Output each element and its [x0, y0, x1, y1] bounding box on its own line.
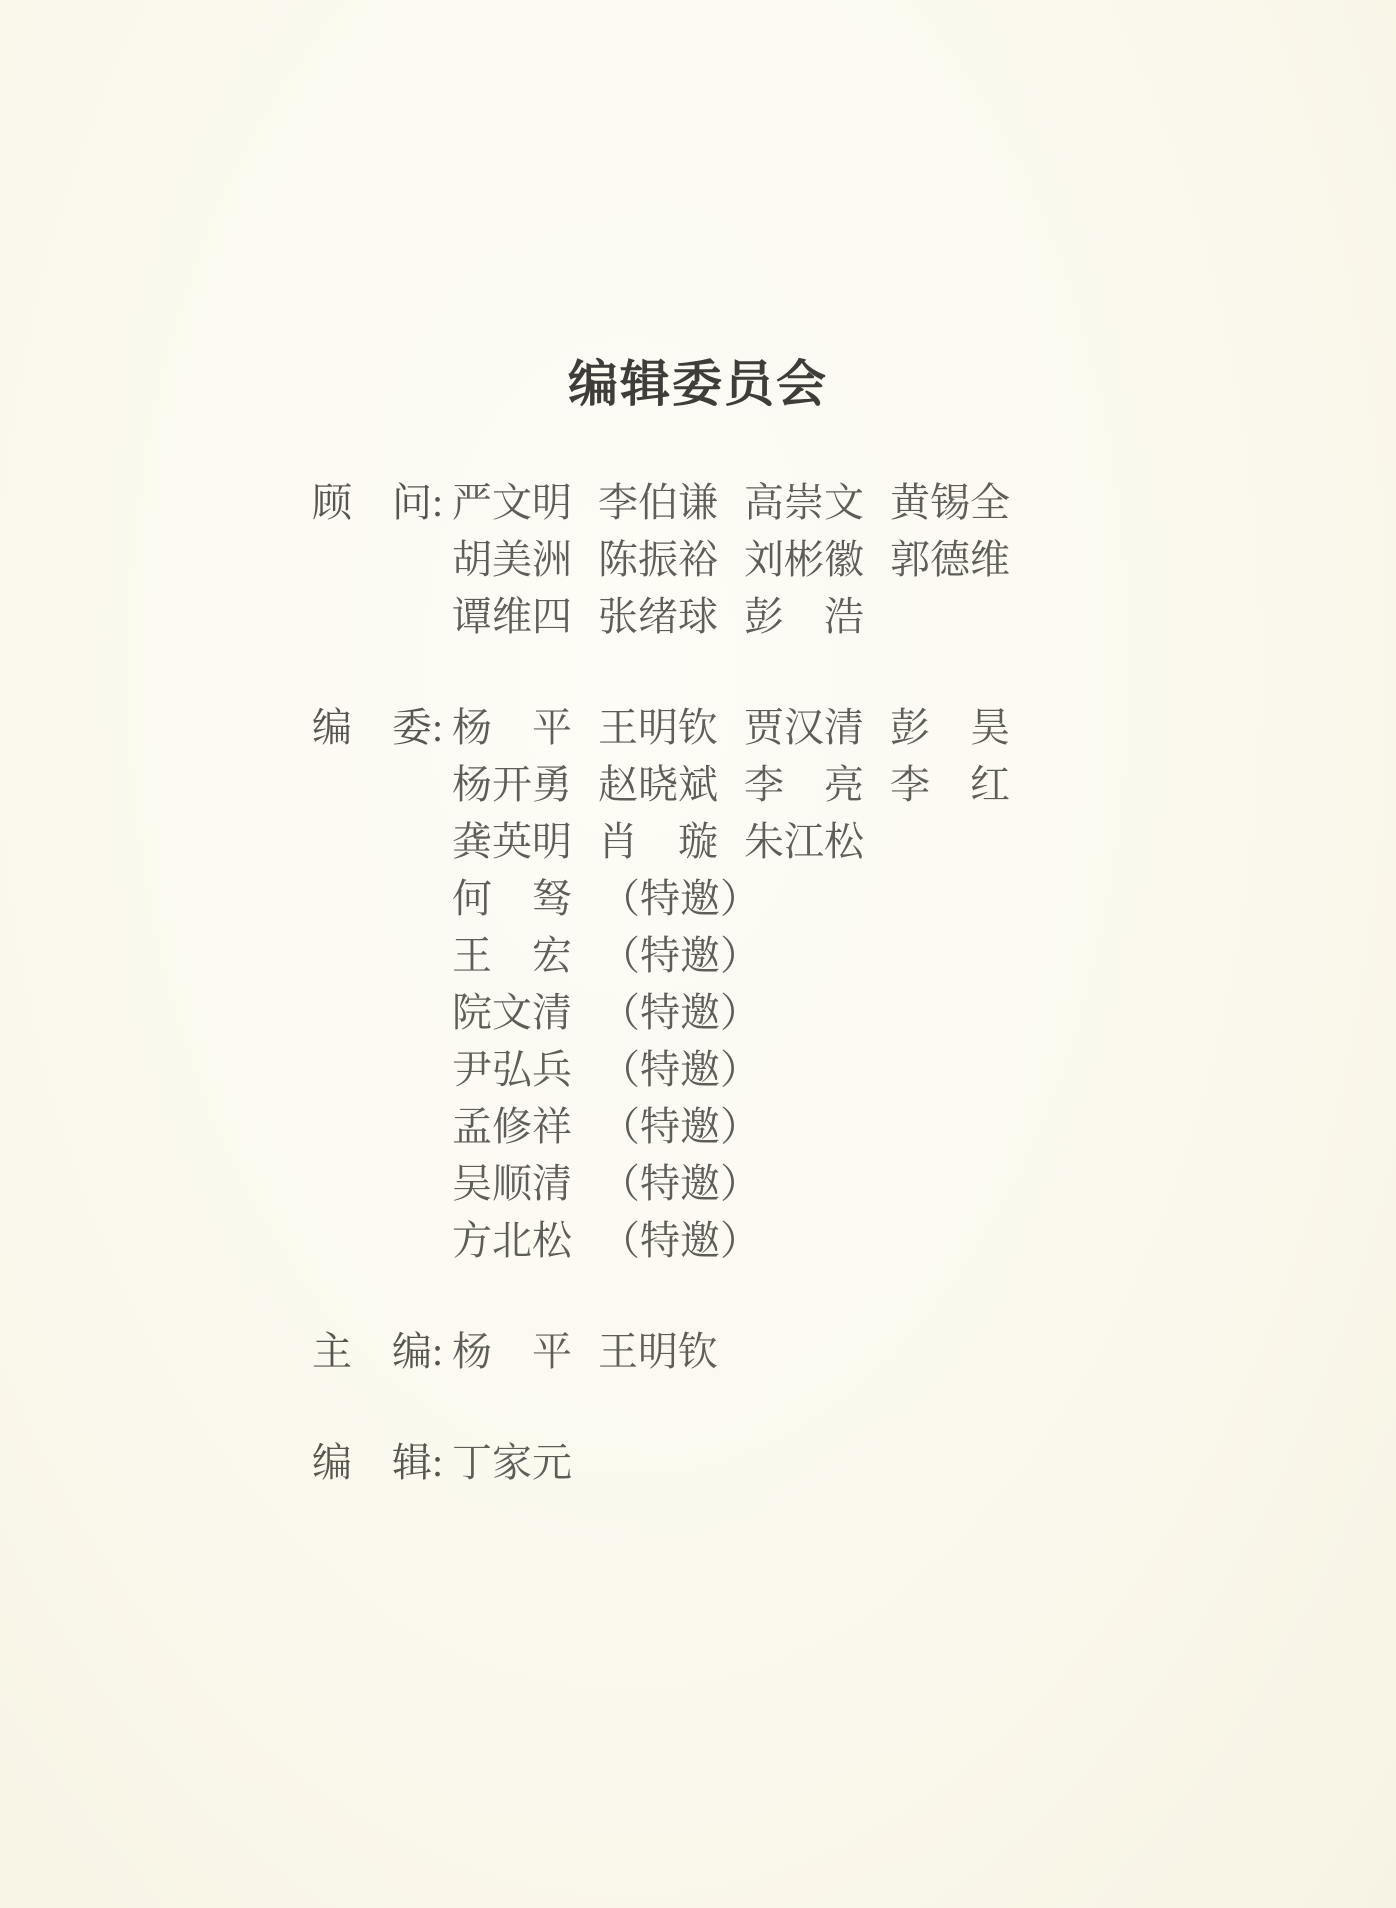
advisor-name: 李伯谦 — [598, 480, 718, 525]
board-member-name: 杨 平 — [452, 705, 572, 750]
invited-member-name: 吴顺清 — [452, 1161, 572, 1206]
advisor-name: 高崇文 — [744, 480, 864, 525]
editor-row — [312, 1431, 1152, 1488]
advisor-name: 陈振裕 — [598, 537, 718, 582]
invited-tag: （特邀） — [600, 990, 760, 1035]
advisor-name: 彭 浩 — [744, 594, 864, 639]
invited-member-name: 院文清 — [452, 990, 572, 1035]
invited-member-name: 尹弘兵 — [452, 1047, 572, 1092]
editor-label: 编 辑: — [312, 1440, 444, 1485]
board-row — [312, 810, 1152, 867]
board-member-name: 贾汉清 — [744, 705, 864, 750]
invited-member-row — [312, 1038, 1152, 1095]
advisor-name: 胡美洲 — [452, 537, 572, 582]
advisor-name: 谭维四 — [452, 594, 572, 639]
board-member-name: 李 红 — [890, 762, 1010, 807]
chief-editor-name: 杨 平 — [452, 1329, 572, 1374]
board-member-name: 王明钦 — [598, 705, 718, 750]
board-member-name: 李 亮 — [744, 762, 864, 807]
board-member-name: 赵晓斌 — [598, 762, 718, 807]
invited-member-row — [312, 981, 1152, 1038]
section-editorial-board — [312, 696, 1152, 1266]
advisor-name: 张绪球 — [598, 594, 718, 639]
invited-member-name: 王 宏 — [452, 933, 572, 978]
invited-member-name: 何 驽 — [452, 876, 572, 921]
page-title: 编辑委员会 — [568, 356, 828, 412]
invited-member-row — [312, 1209, 1152, 1266]
invited-tag: （特邀） — [600, 876, 760, 921]
invited-tag: （特邀） — [600, 933, 760, 978]
committee-list — [312, 471, 1152, 1488]
chief-editors-row — [312, 1320, 1152, 1377]
board-row — [312, 696, 1152, 753]
chief-editor-name: 王明钦 — [598, 1329, 718, 1374]
advisors-row — [312, 471, 1152, 528]
board-member-name: 龚英明 — [452, 819, 572, 864]
board-label: 编 委: — [312, 705, 444, 750]
advisors-label: 顾 问: — [312, 480, 444, 525]
advisor-name: 黄锡全 — [890, 480, 1010, 525]
invited-tag: （特邀） — [600, 1218, 760, 1263]
invited-member-row — [312, 1095, 1152, 1152]
board-member-name: 朱江松 — [744, 819, 864, 864]
invited-tag: （特邀） — [600, 1047, 760, 1092]
board-member-name: 杨开勇 — [452, 762, 572, 807]
advisors-row — [312, 528, 1152, 585]
editor-name: 丁家元 — [452, 1440, 572, 1485]
board-member-name: 肖 璇 — [598, 819, 718, 864]
board-member-name: 彭 昊 — [890, 705, 1010, 750]
invited-member-name: 方北松 — [452, 1218, 572, 1263]
section-advisors — [312, 471, 1152, 642]
advisor-name: 郭德维 — [890, 537, 1010, 582]
invited-tag: （特邀） — [600, 1104, 760, 1149]
advisor-name: 刘彬徽 — [744, 537, 864, 582]
invited-member-row — [312, 924, 1152, 981]
chief-editors-label: 主 编: — [312, 1329, 444, 1374]
board-row — [312, 753, 1152, 810]
invited-tag: （特邀） — [600, 1161, 760, 1206]
advisors-row — [312, 585, 1152, 642]
invited-member-row — [312, 867, 1152, 924]
section-chief-editors — [312, 1320, 1152, 1377]
invited-member-row — [312, 1152, 1152, 1209]
advisor-name: 严文明 — [452, 480, 572, 525]
section-editor — [312, 1431, 1152, 1488]
invited-member-name: 孟修祥 — [452, 1104, 572, 1149]
